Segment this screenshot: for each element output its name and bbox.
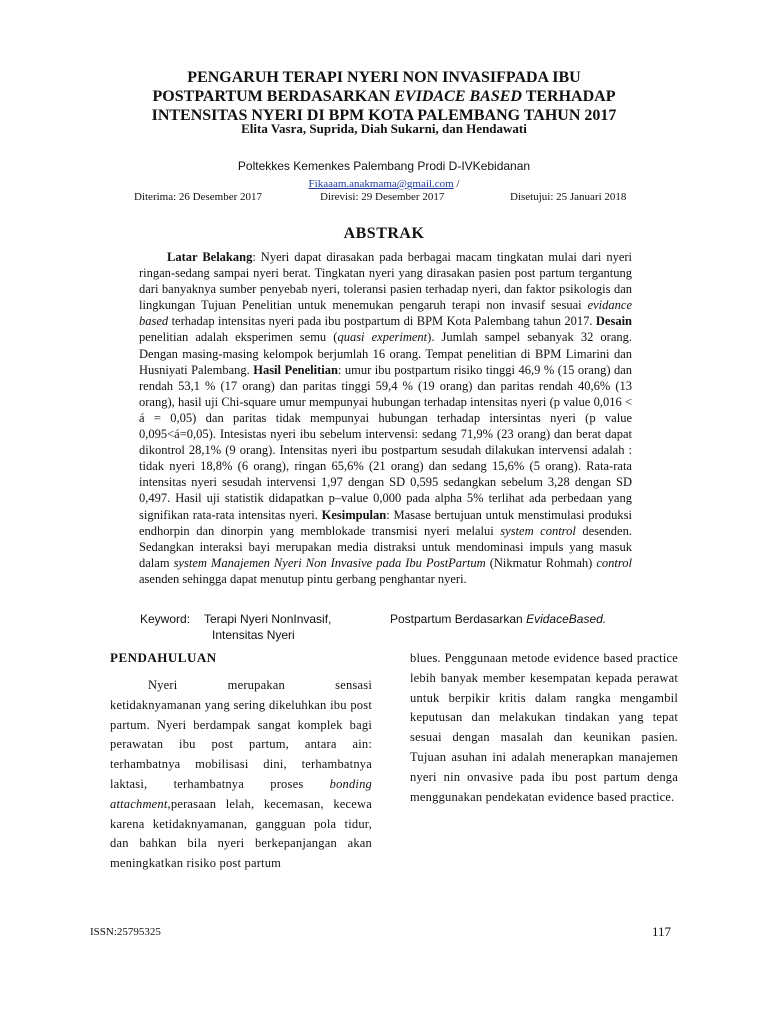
body-text: Nyeri merupakan sensasi ketidaknyamanan yang sering dikeluhkan ibu post partum. Nyeri berdampak sangat komplek bagi perawatan ibu post partum, antara ain: terhambatnya mobilisasi dini, terhambatnya laktasi, terhambatnya proses bbox=[110, 678, 372, 791]
abstract-body bbox=[139, 249, 632, 587]
paper-title bbox=[90, 68, 678, 125]
abstract-text: : Nyeri dapat dirasakan pada berbagai macam tingkatan mulai dari nyeri ringan-sedang sampai nyeri berat. Tingkatan nyeri yang dirasakan pasien post partum tergantung dari banyaknya sumber penyebab nyeri, toleransi pasien terhadap nyeri, dan faktor psikologis dan lingkungan Tujuan Penelitian untuk menemukan pengaruh terapi non invasif sesuai bbox=[139, 250, 632, 313]
keyword-label: Keyword: bbox=[140, 612, 191, 626]
abstract-italic: quasi experiment bbox=[337, 330, 428, 345]
abstract-text: asenden sehingga dapat menutup pintu gerbang penghantar nyeri. bbox=[139, 571, 467, 586]
abstract-text: (Nikmatur Rohmah) bbox=[485, 555, 597, 570]
email-line bbox=[90, 178, 678, 190]
abstract-italic: system Manajemen Nyeri Non Invasive pada Ibu PostPartum bbox=[173, 555, 486, 570]
date-received: Diterima: 26 Desember 2017 bbox=[134, 191, 262, 203]
email-link[interactable]: Fikaaam.anakmama@gmail.com bbox=[308, 178, 454, 190]
date-revised: Direvisi: 29 Desember 2017 bbox=[320, 191, 445, 203]
label-desain: Desain bbox=[595, 314, 632, 329]
email-separator: / bbox=[456, 178, 460, 190]
keyword-3-text: Postpartum Berdasarkan bbox=[390, 612, 527, 626]
body-italic: bonding attachment bbox=[110, 776, 372, 811]
abstract-text: : umur ibu postpartum risiko tinggi 46,9 % (15 orang) dan rendah 53,1 % (17 orang) dan paritas tinggi 59,4 % (19 orang) dan paritas rendah 40,6% (13 orang), hasil uji Chi-square umur mempunyai hubungan terhadap intensitas nyeri (p value 0,016 < á = 0,05) dan paritas tidak mempunyai hubungan terhadap intersintas nyeri (p value 0,095<á=0,05). Intesistas nyeri ibu sebelum intervensi: sedang 71,9% (23 orang) dan berat dapat dikontrol 28,1% (9 orang). Intensitas nyeri ibu postpartum sesudah dilakukan intervensi adalah : tidak nyeri 18,8% (6 orang), ringan 65,6% (21 orang) dan sedang 15,6% (5 orang). Rata-rata intensitas nyeri sesudah intervensi 1,97 dengan SD 0,595 sedangkan sebelum 3,28 dengan SD 0,497. Hasil uji statistik didapatkan p–value 0,000 pada alpha 5% terlihat ada perbedaan yang signifikan rata-rata intensitas nyeri. bbox=[139, 362, 633, 522]
keyword-2: Intensitas Nyeri bbox=[212, 628, 295, 642]
title-line-3: INTENSITAS NYERI DI BPM KOTA PALEMBANG TAHUN 2017 bbox=[151, 107, 617, 124]
title-line-2-b: TERHADAP bbox=[525, 88, 616, 105]
authors: Elita Vasra, Suprida, Diah Sukarni, dan Hendawati bbox=[241, 121, 527, 136]
section-heading: PENDAHULUAN bbox=[110, 650, 217, 665]
body-left-column bbox=[110, 676, 372, 874]
abstract-italic: evidance based bbox=[139, 298, 632, 329]
label-kesimpulan: Kesimpulan bbox=[321, 507, 387, 522]
affiliation: Poltekkes Kemenkes Palembang Prodi D-IVKebidanan bbox=[237, 159, 531, 173]
abstract-heading: ABSTRAK bbox=[343, 225, 425, 242]
abstract-text: terhadap intensitas nyeri pada ibu postpartum di BPM Kota Palembang tahun 2017. bbox=[168, 314, 596, 329]
issn: ISSN:25795325 bbox=[90, 926, 161, 938]
title-line-2-a: POSTPARTUM BERDASARKAN bbox=[152, 88, 391, 105]
abstract-text: penelitian adalah eksperimen semu ( bbox=[139, 330, 338, 345]
date-accepted: Disetujui: 25 Januari 2018 bbox=[510, 191, 627, 203]
title-line-2 bbox=[90, 87, 678, 106]
abstract-italic: system control bbox=[500, 523, 576, 538]
label-hasil-penelitian: Hasil Penelitian bbox=[253, 362, 338, 377]
keyword-3-italic: EvidaceBased. bbox=[526, 612, 607, 626]
abstract-text: ). Jumlah sampel sebanyak 32 orang. Dengan masing-masing kelompok berjumlah 16 orang. Tempat penelitian di BPM Limarini dan Husniyati Palembang. bbox=[139, 330, 632, 377]
abstract-italic: control bbox=[596, 555, 632, 570]
body-right-column: blues. Penggunaan metode evidence based practice lebih banyak member kesempatan kepada perawat untuk berpikir kritis dalam rangka mengambil keputusan dan melakukan tindakan yang tepat sesuai dengan masalah dan keunikan pasien. Tujuan asuhan ini adalah menerapkan manajemen nyeri nin onvasive pada ibu post partum denga menggunakan pendekatan evidence based practice. bbox=[410, 651, 678, 804]
abstract-text: desenden. Sedangkan interaksi bayi merupakan media distraksi untuk mendominasi impuls yang masuk dalam bbox=[139, 523, 632, 570]
page-number: 117 bbox=[651, 924, 671, 939]
title-line-1: PENGARUH TERAPI NYERI NON INVASIFPADA IBU bbox=[187, 69, 581, 86]
abstract-text: : Masase bertujuan untuk menstimulasi produksi endhorpin dan dinorpin yang memblokade transmisi nyeri melalui bbox=[139, 507, 632, 538]
keyword-1: Terapi Nyeri NonInvasif, bbox=[204, 612, 332, 626]
title-line-2-italic: EVIDACE BASED bbox=[394, 88, 522, 105]
keyword-3 bbox=[390, 612, 606, 626]
label-latar-belakang: Latar Belakang bbox=[167, 250, 253, 264]
body-text: ,perasaan lelah, kecemasan, kecewa karena ketidaknyamanan, gangguan pola tidur, dan bahkan bila nyeri berkepanjangan akan meningkatkan risiko post partum bbox=[110, 796, 372, 871]
